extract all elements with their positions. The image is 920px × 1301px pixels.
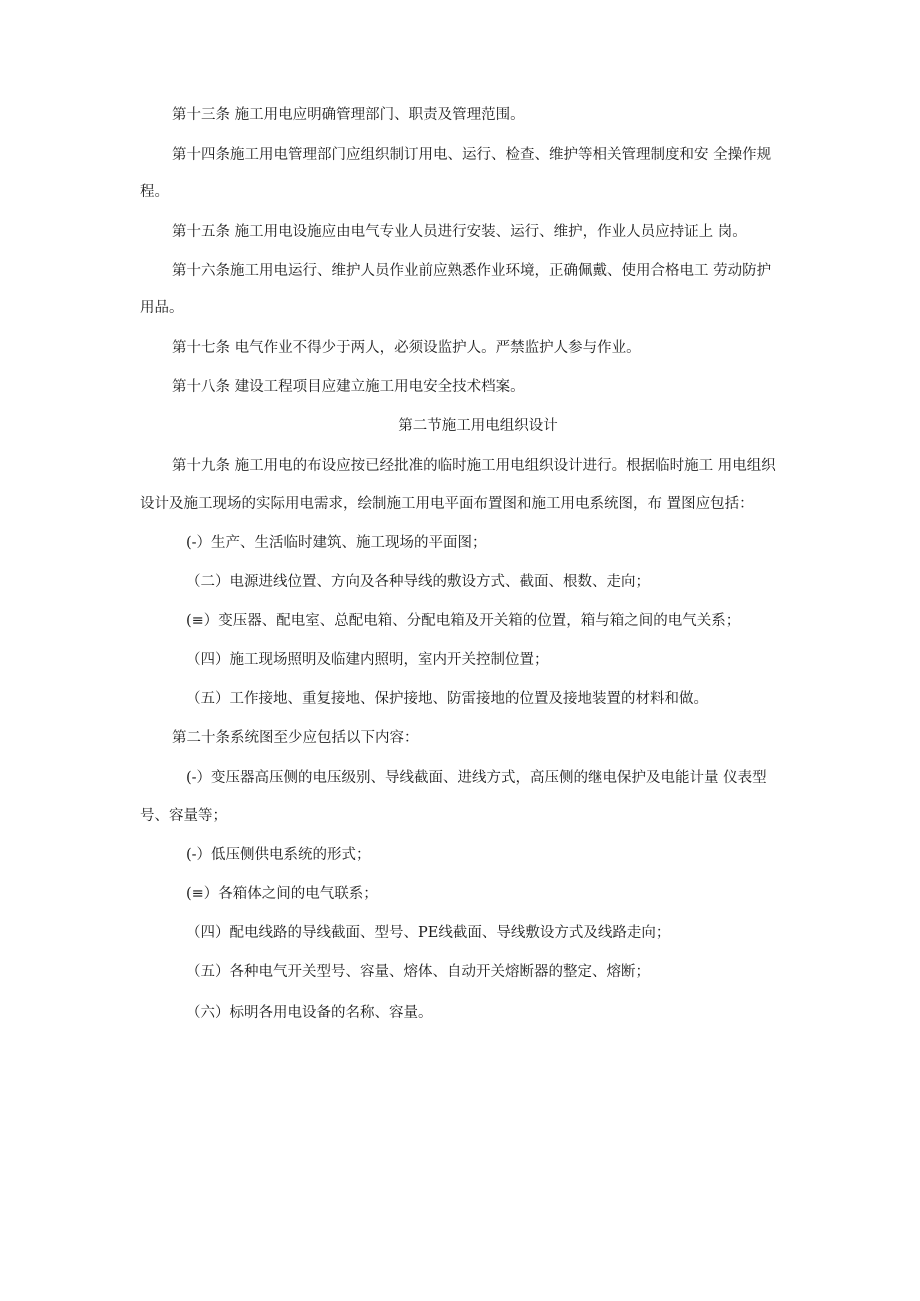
article-15: 第十五条 施工用电设施应由电气专业人员进行安装、运行、维护，作业人员应持证上 岗。 [172,224,747,240]
article-19-item-2: （二）电源进线位置、方向及各种导线的敷设方式、截面、根数、走向； [186,574,650,590]
article-14-line-1: 第十四条施工用电管理部门应组织制订用电、运行、检查、维护等相关管理制度和安 全操作规 [172,147,772,163]
article-20-item-4: （四）配电线路的导线截面、型号、PE线截面、导线敷设方式及线路走向； [186,925,671,941]
article-20-item-1-line-2: 号、容量等； [140,808,227,824]
article-19-item-1: (-）生产、生活临时建筑、施工现场的平面图； [186,535,487,551]
article-20-item-1-line-1: (-）变压器高压侧的电压级别、导线截面、进线方式，高压侧的继电保护及电能计量 仪表型 [186,770,767,786]
article-16-line-2: 用品。 [140,300,184,316]
article-19-item-5: （五）工作接地、重复接地、保护接地、防雷接地的位置及接地装置的材料和做。 [186,691,708,707]
article-19-item-4: （四）施工现场照明及临建内照明，室内开关控制位置； [186,652,549,668]
article-17: 第十七条 电气作业不得少于两人，必须设监护人。严禁监护人参与作业。 [172,340,641,356]
article-19-item-3: (≡）变压器、配电室、总配电箱、分配电箱及开关箱的位置，箱与箱之间的电气关系； [186,613,741,629]
article-16-line-1: 第十六条施工用电运行、维护人员作业前应熟悉作业环境，正确佩戴、使用合格电工 劳动防护 [172,263,772,279]
article-14-line-2: 程。 [140,184,169,200]
article-20-item-6: （六）标明各用电设备的名称、容量。 [186,1005,433,1021]
article-19-line-1: 第十九条 施工用电的布设应按已经批准的临时施工用电组织设计进行。根据临时施工 用电组织 [172,458,776,474]
section-2-title: 第二节施工用电组织设计 [398,418,558,434]
article-20-item-3: (≡）各箱体之间的电气联系； [186,886,378,902]
article-18: 第十八条 建设工程项目应建立施工用电安全技术档案。 [172,379,525,395]
article-20: 第二十条系统图至少应包括以下内容： [172,730,419,746]
article-19-line-2: 设计及施工现场的实际用电需求，绘制施工用电平面布置图和施工用电系统图，布 置图应包括： [140,496,754,512]
article-20-item-2: (-）低压侧供电系统的形式； [186,847,371,863]
article-20-item-5: （五）各种电气开关型号、容量、熔体、自动开关熔断器的整定、熔断； [186,964,650,980]
article-13: 第十三条 施工用电应明确管理部门、职责及管理范围。 [172,107,525,123]
